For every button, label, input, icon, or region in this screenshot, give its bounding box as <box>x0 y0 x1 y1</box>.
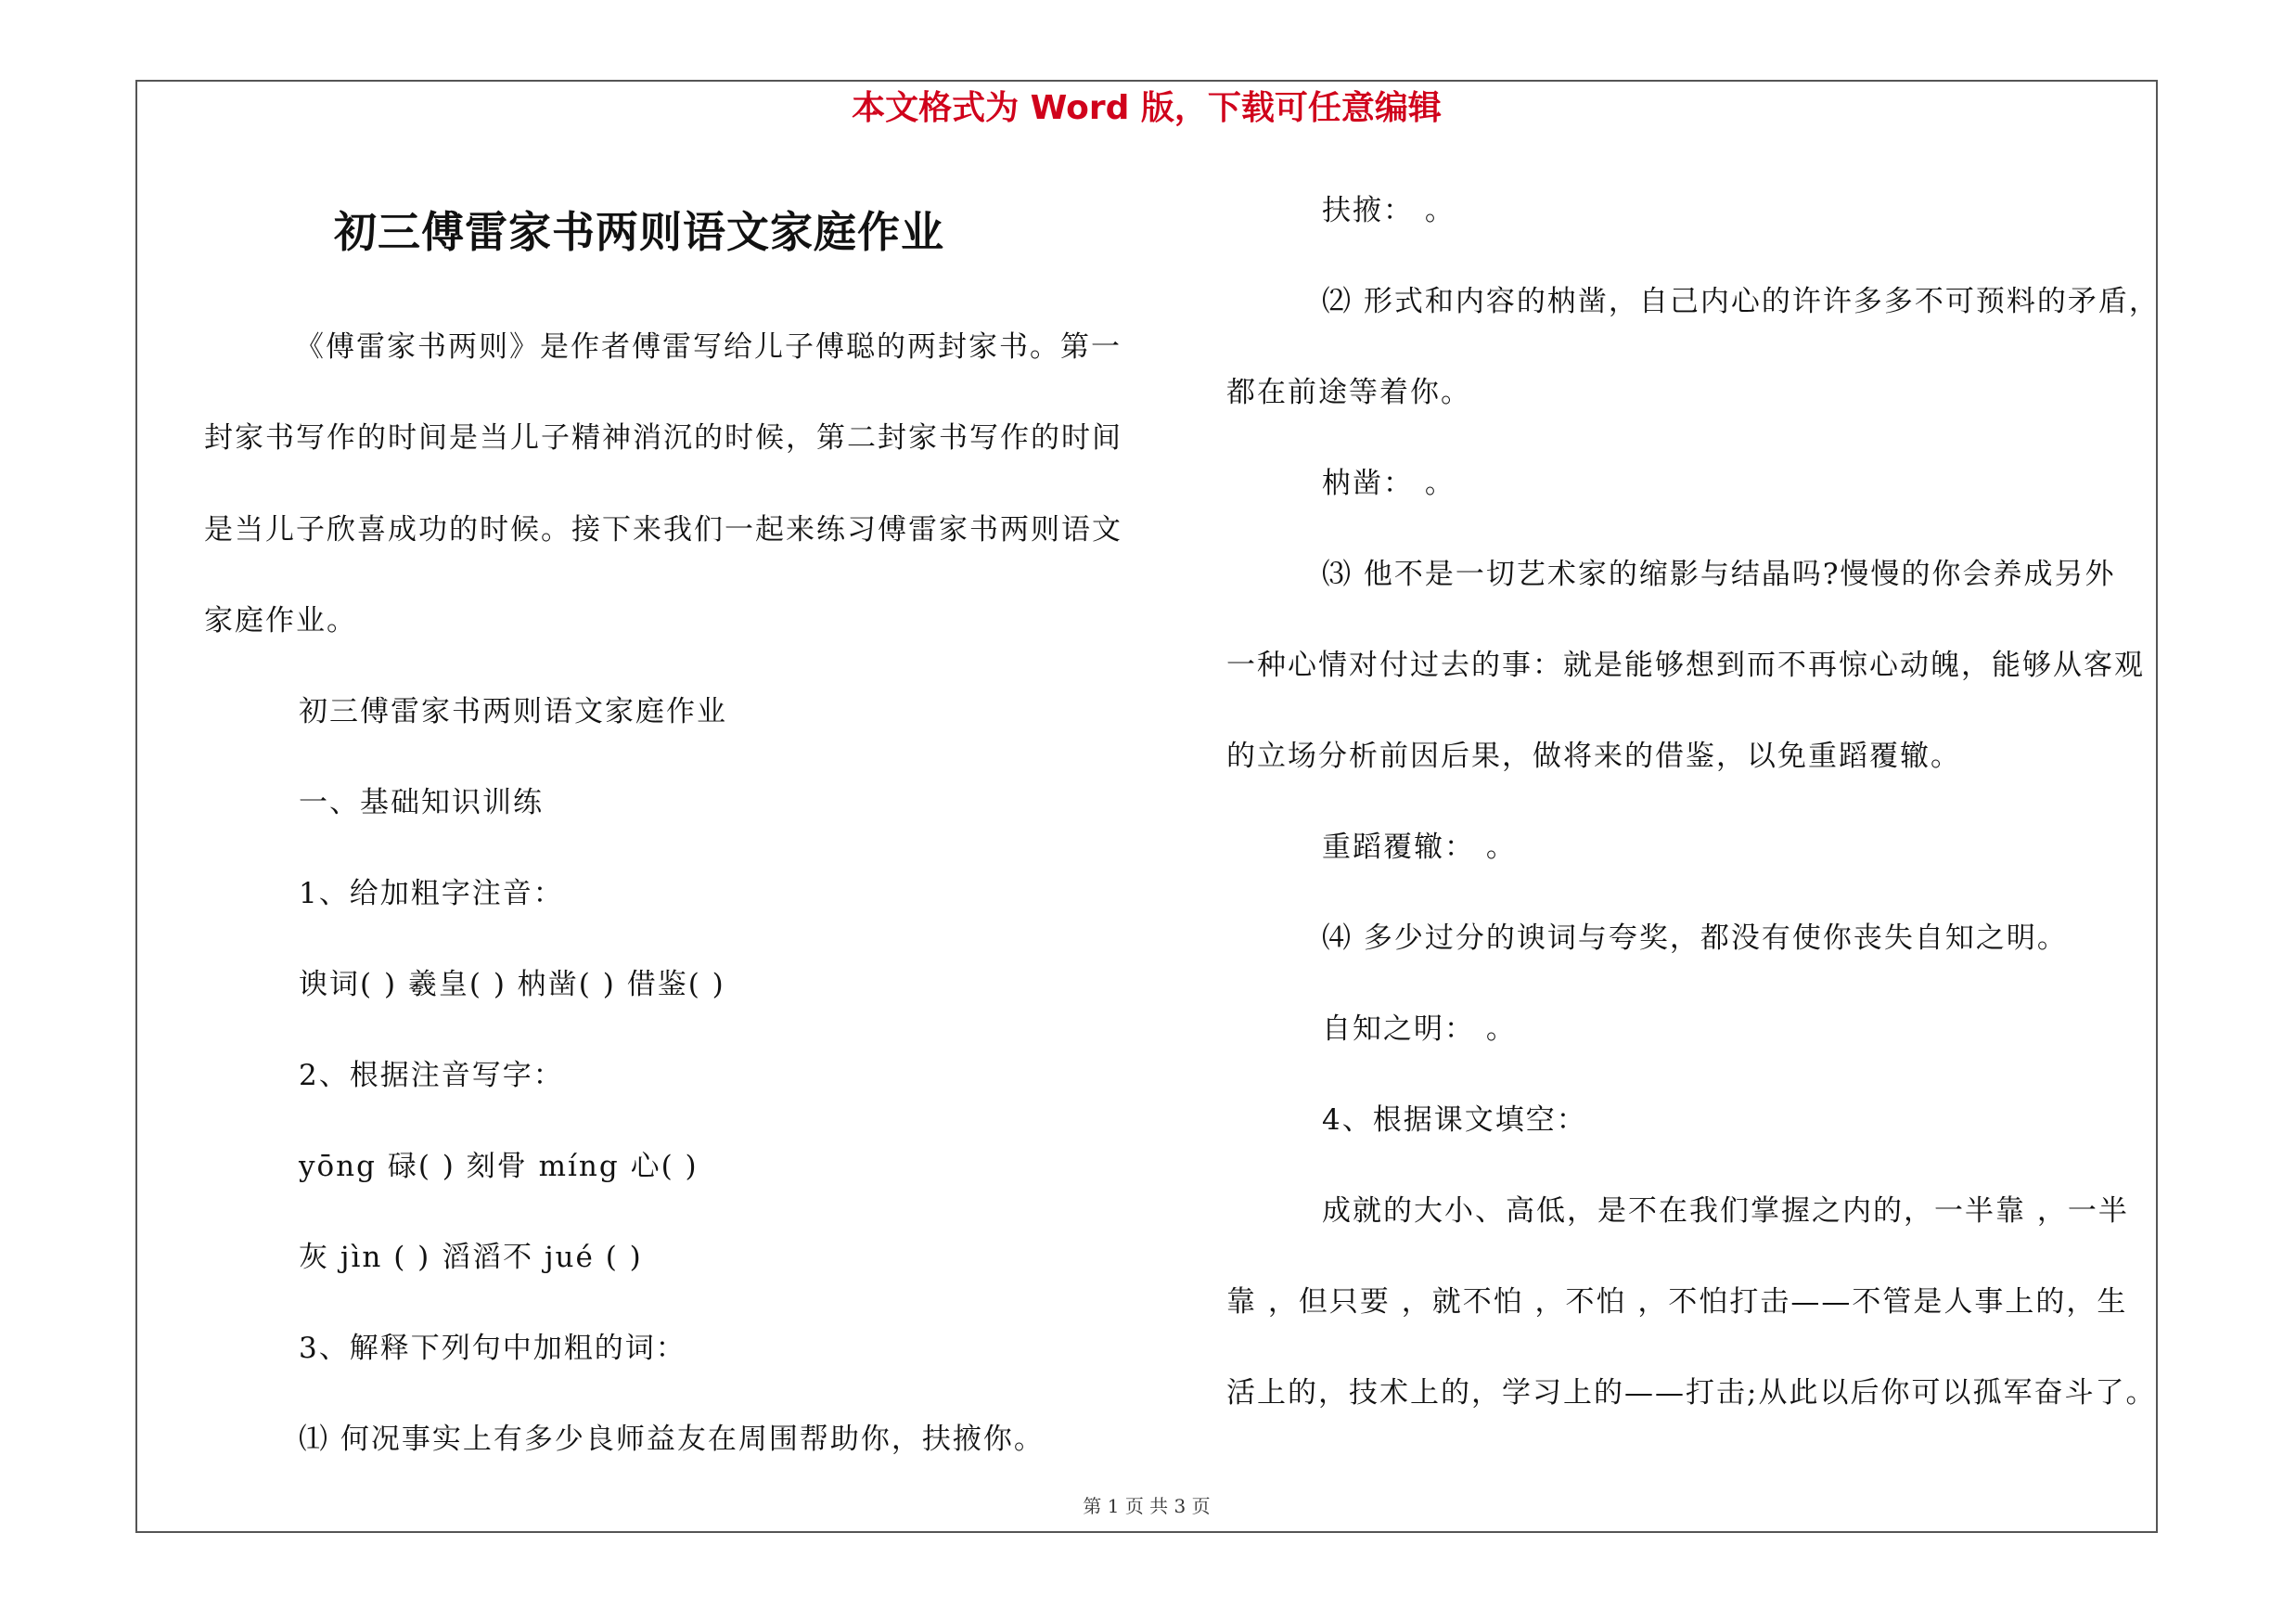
left-line: ⑴ 何况事实上有多少良师益友在周围帮助你，扶掖你。 <box>299 1423 1045 1456</box>
page-number-footer: 第 1 页 共 3 页 <box>1083 1495 1211 1517</box>
left-line: 初三傅雷家书两则语文家庭作业 <box>299 695 727 728</box>
right-line: 自知之明： 。 <box>1322 1012 1517 1046</box>
right-line: 活上的，技术上的，学习上的——打击;从此以后你可以孤军奋斗了。 <box>1226 1376 2157 1410</box>
right-line: 扶掖： 。 <box>1322 194 1456 227</box>
right-line: 一种心情对付过去的事：就是能够想到而不再惊心动魄，能够从客观 <box>1226 649 2145 682</box>
left-line: 《傅雷家书两则》是作者傅雷写给儿子傅聪的两封家书。第一 <box>295 330 1122 364</box>
left-line: 1、给加粗字注音： <box>299 877 564 910</box>
right-line: 枘凿： 。 <box>1322 467 1456 500</box>
right-line: 都在前途等着你。 <box>1226 376 1471 409</box>
left-line: 是当儿子欣喜成功的时候。接下来我们一起来练习傅雷家书两则语文 <box>204 513 1122 547</box>
right-line: 靠 ，但只要 ，就不怕 ，不怕 ，不怕打击——不管是人事上的，生 <box>1226 1285 2128 1319</box>
document-title: 初三傅雷家书两则语文家庭作业 <box>334 207 944 257</box>
edit-notice-banner: 本文格式为 Word 版，下载可任意编辑 <box>852 89 1442 127</box>
left-line: 一、基础知识训练 <box>299 786 544 819</box>
right-line: ⑷ 多少过分的谀词与夸奖，都没有使你丧失自知之明。 <box>1322 921 2068 955</box>
left-line: 家庭作业。 <box>204 604 357 638</box>
left-line: 封家书写作的时间是当儿子精神消沉的时候，第二封家书写作的时间 <box>204 421 1122 455</box>
left-line: 灰 jìn ( ) 滔滔不 jué ( ) <box>299 1241 643 1274</box>
right-line: 重蹈覆辙： 。 <box>1322 831 1517 864</box>
left-line: 谀词( ) 羲皇( ) 枘凿( ) 借鉴( ) <box>299 968 725 1001</box>
left-line: 3、解释下列句中加粗的词： <box>299 1332 686 1365</box>
right-line: 4、根据课文填空： <box>1322 1103 1587 1137</box>
right-line: 成就的大小、高低，是不在我们掌握之内的，一半靠 ，一半 <box>1322 1194 2129 1228</box>
left-line: 2、根据注音写字： <box>299 1059 564 1092</box>
right-line: ⑶ 他不是一切艺术家的缩影与结晶吗?慢慢的你会养成另外 <box>1322 558 2116 591</box>
right-line: 的立场分析前因后果，做将来的借鉴，以免重蹈覆辙。 <box>1226 740 1961 773</box>
right-line: ⑵ 形式和内容的枘凿，自己内心的许许多多不可预料的矛盾， <box>1322 285 2160 318</box>
left-line: yōng 碌( ) 刻骨 míng 心( ) <box>299 1150 699 1183</box>
